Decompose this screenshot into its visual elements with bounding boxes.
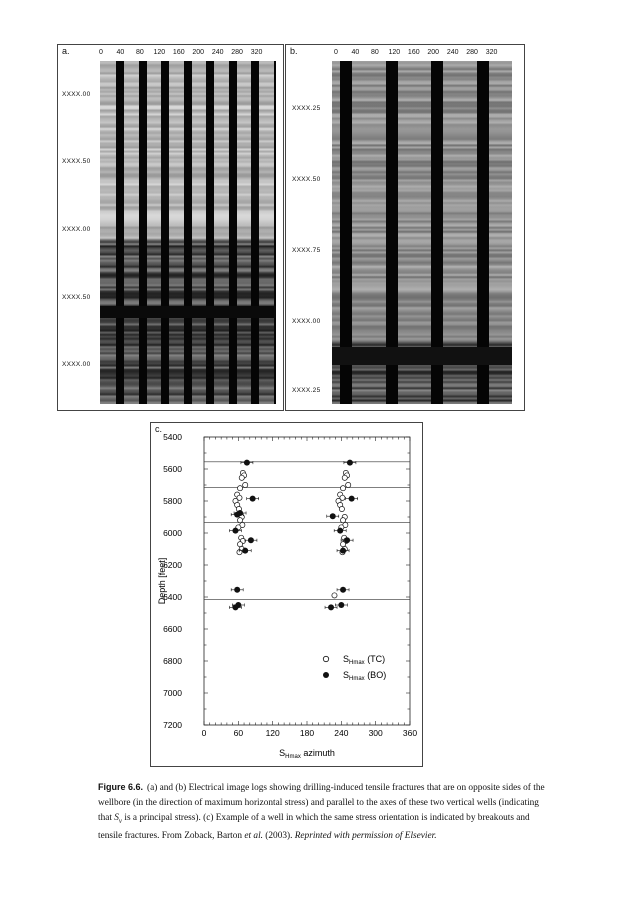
azimuth-tick-label: 0 bbox=[334, 49, 338, 56]
y-tick-label: 6000 bbox=[163, 528, 182, 538]
tensile-fracture-point bbox=[239, 475, 244, 480]
figure-panel-a bbox=[57, 44, 284, 411]
breakout-point bbox=[347, 460, 353, 466]
legend-marker-bo bbox=[323, 672, 329, 678]
tensile-fracture-point bbox=[237, 486, 242, 491]
caption-reprint-notice: Reprinted with permission of Elsevier. bbox=[294, 830, 437, 841]
y-tick-label: 6200 bbox=[163, 560, 182, 570]
panel-a-depth-label: XXXX.00 bbox=[62, 91, 91, 98]
tensile-fracture-point bbox=[339, 506, 344, 511]
breakout-point bbox=[340, 548, 346, 554]
azimuth-tick-label: 320 bbox=[250, 49, 263, 56]
x-tick-label: 0 bbox=[201, 728, 207, 738]
pad-gap-bar bbox=[251, 61, 259, 404]
panel-b-depth-label: XXXX.75 bbox=[292, 247, 321, 254]
tensile-fracture-point bbox=[340, 542, 345, 547]
pad-gap-bar bbox=[139, 61, 147, 404]
azimuth-tick-label: 120 bbox=[153, 49, 166, 56]
breakout-point bbox=[337, 528, 343, 534]
azimuth-tick-label: 40 bbox=[116, 49, 125, 56]
breakout-point bbox=[244, 460, 250, 466]
azimuth-tick-label: 200 bbox=[427, 49, 440, 56]
figure-caption bbox=[98, 780, 553, 844]
breakout-point bbox=[344, 537, 350, 543]
x-axis-title: $S_{Hmax}$ azimuth bbox=[279, 748, 335, 760]
y-tick-label: 7000 bbox=[163, 688, 182, 698]
tensile-fracture-point bbox=[346, 482, 351, 487]
tensile-fracture-point bbox=[340, 486, 345, 491]
pad-gap-bar bbox=[116, 61, 124, 404]
caption-sv-symbol: $S_v$ bbox=[114, 813, 123, 825]
panel-b-depth-label: XXXX.00 bbox=[292, 318, 321, 325]
caption-text-3: (2003). bbox=[262, 830, 295, 841]
x-tick-label: 240 bbox=[334, 728, 349, 738]
panel-a-depth-label: XXXX.00 bbox=[62, 361, 91, 368]
pad-gap-bar bbox=[206, 61, 214, 404]
tensile-fracture-point bbox=[332, 593, 337, 598]
x-tick-label: 300 bbox=[368, 728, 383, 738]
azimuth-tick-label: 320 bbox=[485, 49, 498, 56]
tensile-fracture-point bbox=[342, 475, 347, 480]
azimuth-tick-label: 80 bbox=[135, 49, 144, 56]
panel-a-depth-label: XXXX.00 bbox=[62, 226, 91, 233]
y-tick-label: 6600 bbox=[163, 624, 182, 634]
tensile-fracture-point bbox=[237, 518, 242, 523]
panel-b-depth-label: XXXX.50 bbox=[292, 176, 321, 183]
panel-a-depth-label: XXXX.50 bbox=[62, 158, 91, 165]
figure-panel-b bbox=[285, 44, 525, 411]
azimuth-tick-label: 80 bbox=[370, 49, 379, 56]
stress-azimuth-chart bbox=[151, 423, 422, 766]
breakout-point bbox=[340, 587, 346, 593]
pad-gap-bar bbox=[274, 61, 277, 404]
chart-legend bbox=[323, 654, 386, 682]
breakout-point bbox=[234, 512, 240, 518]
breakout-point bbox=[242, 548, 248, 554]
breakout-point bbox=[328, 604, 334, 610]
breakout-point bbox=[349, 496, 355, 502]
azimuth-tick-label: 160 bbox=[172, 49, 185, 56]
x-tick-label: 120 bbox=[265, 728, 280, 738]
panel-c-label: c. bbox=[155, 424, 163, 434]
tensile-fracture-point bbox=[243, 482, 248, 487]
azimuth-tick-label: 160 bbox=[407, 49, 420, 56]
breakout-point bbox=[338, 602, 344, 608]
breakout-point bbox=[248, 537, 254, 543]
breakout-point bbox=[232, 528, 238, 534]
azimuth-tick-label: 200 bbox=[192, 49, 205, 56]
breakout-point bbox=[250, 496, 256, 502]
azimuth-tick-label: 0 bbox=[99, 49, 103, 56]
dark-band bbox=[332, 347, 512, 365]
y-tick-label: 5400 bbox=[163, 432, 182, 442]
breakout-point bbox=[234, 587, 240, 593]
pad-gap-bar bbox=[184, 61, 192, 404]
caption-text-1: (a) and (b) Electrical image logs showing drilling-induced tensile fractures that are on opposite sides of the wellbore (in the direction of maximum horizontal stress) and parallel to the axes of these two vertical wells (indicating that bbox=[98, 783, 545, 823]
tensile-fracture-point bbox=[237, 542, 242, 547]
y-axis-title: Depth [feet] bbox=[157, 557, 167, 605]
y-tick-label: 5800 bbox=[163, 496, 182, 506]
panel-b-label: b. bbox=[290, 46, 298, 56]
panel-b-depth-label: XXXX.25 bbox=[292, 105, 321, 112]
x-tick-label: 360 bbox=[402, 728, 418, 738]
legend-label-bo: $S_{Hmax}$ (BO) bbox=[343, 670, 387, 682]
panel-b-image-log bbox=[332, 61, 512, 404]
x-tick-label: 180 bbox=[299, 728, 315, 738]
panel-a-label: a. bbox=[62, 46, 70, 56]
caption-et-al: et al. bbox=[244, 830, 263, 841]
legend-marker-tc bbox=[323, 656, 328, 661]
panel-a-image-log bbox=[100, 61, 276, 404]
pad-gap-bar bbox=[229, 61, 237, 404]
x-tick-label: 60 bbox=[233, 728, 244, 738]
azimuth-tick-label: 120 bbox=[388, 49, 401, 56]
azimuth-tick-label: 40 bbox=[351, 49, 360, 56]
y-tick-label: 5600 bbox=[163, 464, 182, 474]
figure-panel-c bbox=[150, 422, 423, 767]
panel-b-depth-label: XXXX.25 bbox=[292, 387, 321, 394]
chart-plot-frame bbox=[204, 437, 410, 725]
azimuth-tick-label: 240 bbox=[211, 49, 224, 56]
azimuth-tick-label: 280 bbox=[231, 49, 243, 56]
dark-band bbox=[100, 306, 276, 318]
breakout-point bbox=[330, 513, 336, 519]
legend-label-tc: $S_{Hmax}$ (TC) bbox=[343, 654, 386, 666]
pad-gap-bar bbox=[161, 61, 169, 404]
tensile-fracture-point bbox=[340, 518, 345, 523]
breakout-point bbox=[232, 604, 238, 610]
y-tick-label: 6800 bbox=[163, 656, 182, 666]
panel-a-depth-label: XXXX.50 bbox=[62, 294, 91, 301]
caption-text-2: is a principal stress). (c) Example of a well in which the same stress orientation is indicated by breakouts and tensile fractures. From Zoback, Barton bbox=[98, 813, 530, 841]
azimuth-tick-label: 280 bbox=[466, 49, 478, 56]
y-tick-label: 6400 bbox=[163, 592, 182, 602]
figure-number: Figure 6.6. bbox=[98, 782, 144, 792]
y-tick-label: 7200 bbox=[163, 720, 182, 730]
azimuth-tick-label: 240 bbox=[446, 49, 459, 56]
